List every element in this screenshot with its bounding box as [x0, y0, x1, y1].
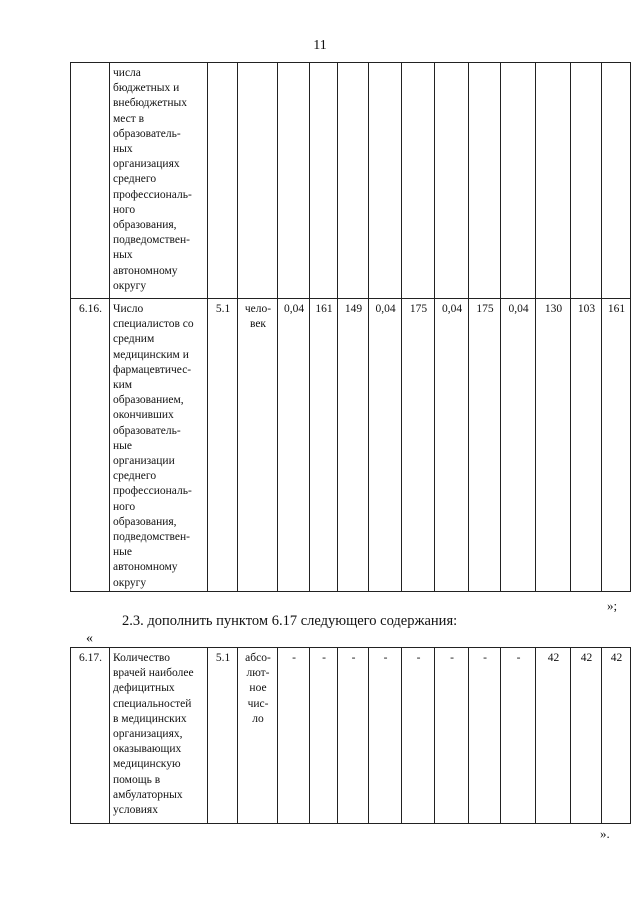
indicator-name [110, 648, 208, 824]
indicator-name-line: условиях [113, 804, 158, 817]
indicator-name-line: врачей наиболее [113, 667, 194, 680]
unit-of-measure [238, 648, 278, 824]
indicator-name-line: организациях [113, 158, 180, 171]
indicator-name-line: ного [113, 203, 136, 216]
indicator-name [110, 299, 208, 592]
row-number: 6.17. [71, 648, 110, 824]
indicator-name-line: дефицитных [113, 682, 175, 695]
value-cell-1: - [278, 648, 310, 824]
value-cell-7: - [469, 648, 501, 824]
indicator-name-line: ных [113, 143, 133, 156]
indicator-name-line: образования, [113, 219, 177, 232]
value-cell-2 [310, 63, 338, 299]
indicator-name-line: ного [113, 500, 136, 513]
indicator-name-line: амбулаторных [113, 788, 183, 801]
value-cell-2: - [310, 648, 338, 824]
value-cell-6 [435, 63, 469, 299]
value-cell-6: - [435, 648, 469, 824]
indicator-name-line: фармацевтичес- [113, 363, 192, 376]
unit-line: ное [249, 682, 267, 695]
value-cell-11 [602, 63, 631, 299]
indicator-name-line: ные [113, 546, 132, 559]
page-number: 11 [313, 38, 327, 53]
value-cell-11: 42 [602, 648, 631, 824]
value-cell-2: 161 [310, 299, 338, 592]
indicator-name-line: профессиональ- [113, 188, 192, 201]
value-cell-9 [536, 63, 571, 299]
indicator-name-line: подведомствен- [113, 531, 190, 544]
table1-body [71, 63, 631, 592]
indicator-name-line: специальностей [113, 697, 192, 710]
indicator-name-line: помощь в [113, 773, 161, 786]
indicator-name-line: ким [113, 379, 133, 392]
indicator-name-line: Число [113, 303, 144, 315]
value-cell-8: - [501, 648, 536, 824]
indicator-name-line: автономному [113, 561, 178, 574]
value-cell-4: - [369, 648, 402, 824]
value-cell-1: 0,04 [278, 299, 310, 592]
value-cell-8 [501, 63, 536, 299]
row-number [71, 63, 110, 299]
unit-line: абсо- [245, 652, 271, 664]
value-cell-10: 103 [571, 299, 602, 592]
indicator-name-line: автономному [113, 264, 178, 277]
table2-body [71, 648, 631, 824]
indicator-name-line: специалистов со [113, 318, 194, 331]
indicator-code: 5.1 [208, 648, 238, 824]
row-number: 6.16. [71, 299, 110, 592]
value-cell-4 [369, 63, 402, 299]
indicator-name-line: оказывающих [113, 743, 182, 756]
value-cell-6: 0,04 [435, 299, 469, 592]
indicator-name-line: образованием, [113, 394, 184, 407]
table-row [71, 299, 631, 592]
indicator-name-line: бюджетных и [113, 82, 180, 95]
unit-of-measure [238, 63, 278, 299]
value-cell-4: 0,04 [369, 299, 402, 592]
unit-line: ло [252, 712, 264, 725]
value-cell-9: 130 [536, 299, 571, 592]
unit-line: чис- [247, 697, 269, 710]
value-cell-10 [571, 63, 602, 299]
value-cell-7 [469, 63, 501, 299]
value-cell-3: 149 [338, 299, 369, 592]
value-cell-11: 161 [602, 299, 631, 592]
value-cell-3 [338, 63, 369, 299]
unit-line: чело- [244, 303, 272, 315]
indicator-name-line: образования, [113, 515, 177, 528]
indicator-name-line: Количество [113, 652, 170, 664]
indicator-name-line: округу [113, 279, 147, 292]
value-cell-1 [278, 63, 310, 299]
indicator-name [110, 63, 208, 299]
table-row [71, 63, 631, 299]
indicator-name-line: медицинским и [113, 348, 189, 361]
value-cell-8: 0,04 [501, 299, 536, 592]
indicator-name-line: организации [113, 455, 175, 468]
indicator-code: 5.1 [208, 299, 238, 592]
value-cell-10: 42 [571, 648, 602, 824]
indicator-name-line: ных [113, 249, 133, 262]
indicator-name-line: образователь- [113, 424, 181, 437]
closing-quote: »; [607, 598, 618, 613]
closing-quote-final: ». [600, 826, 610, 841]
indicator-name-line: внебюджетных [113, 97, 187, 110]
value-cell-5: 175 [402, 299, 435, 592]
indicator-name-line: профессиональ- [113, 485, 192, 498]
value-cell-3: - [338, 648, 369, 824]
amendment-instruction: 2.3. дополнить пунктом 6.17 следующего содержания: [122, 613, 458, 629]
indicator-name-line: мест в [113, 112, 145, 125]
indicator-name-line: образователь- [113, 127, 181, 140]
indicator-code [208, 63, 238, 299]
table-row [71, 648, 631, 824]
indicator-name-line: организациях, [113, 728, 183, 741]
indicator-name-line: средним [113, 333, 155, 346]
indicator-name-line: среднего [113, 173, 157, 186]
indicator-name-line: окончивших [113, 409, 174, 422]
indicator-name-line: ные [113, 439, 132, 452]
indicator-name-line: среднего [113, 470, 157, 483]
indicator-name-line: медицинскую [113, 758, 181, 771]
value-cell-5 [402, 63, 435, 299]
unit-line: лют- [246, 667, 270, 680]
unit-line: век [249, 318, 267, 331]
indicator-table-new-item [70, 647, 631, 824]
value-cell-7: 175 [469, 299, 501, 592]
indicator-name-line: числа [113, 67, 141, 79]
indicator-name-line: подведомствен- [113, 234, 190, 247]
indicator-name-line: округу [113, 576, 147, 589]
indicator-table-continued [70, 62, 631, 592]
unit-of-measure [238, 299, 278, 592]
value-cell-9: 42 [536, 648, 571, 824]
indicator-name-line: в медицинских [113, 712, 187, 725]
value-cell-5: - [402, 648, 435, 824]
opening-quote: « [86, 631, 93, 646]
